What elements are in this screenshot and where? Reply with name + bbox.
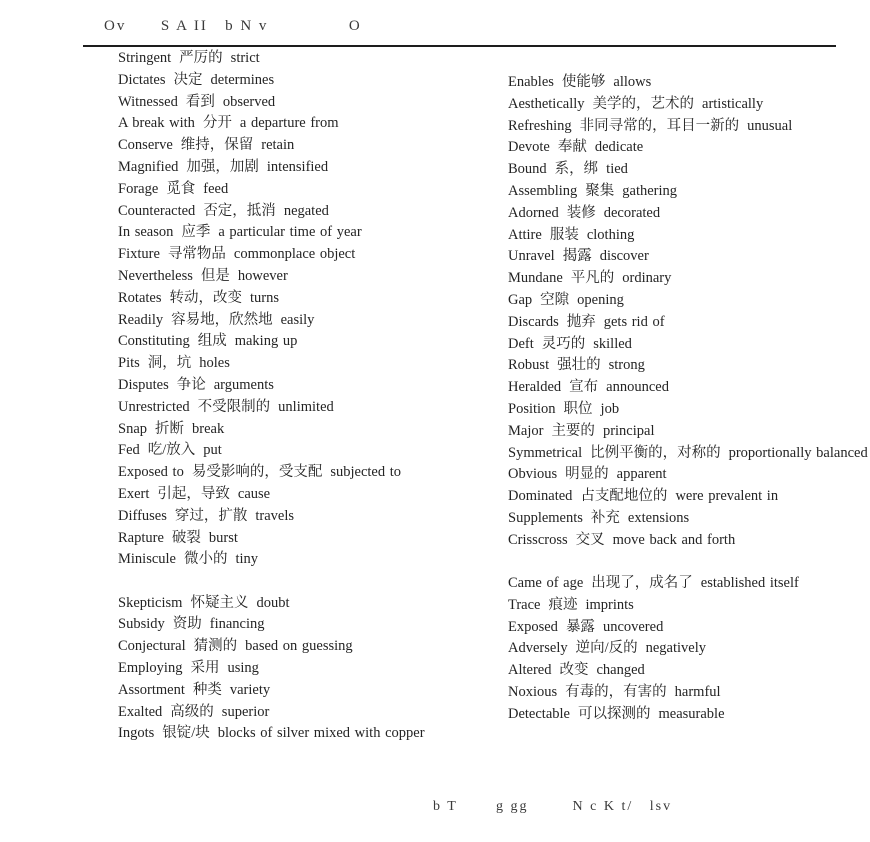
vocab-entry bbox=[80, 312, 468, 329]
entry-gloss: artistically bbox=[702, 95, 764, 112]
vocab-entry bbox=[80, 464, 468, 481]
entry-gloss: travels bbox=[255, 507, 295, 524]
entry-word: Forage bbox=[118, 180, 159, 197]
vocab-entry bbox=[470, 248, 868, 265]
entry-chinese: 严厉的 bbox=[179, 50, 223, 66]
entry-gloss: measurable bbox=[658, 705, 725, 722]
entry-gloss: discover bbox=[599, 248, 649, 265]
entry-gloss: ordinary bbox=[622, 270, 672, 287]
entry-word: Assembling bbox=[508, 182, 578, 199]
vocab-entry bbox=[80, 115, 468, 132]
vocab-entry bbox=[470, 227, 868, 244]
entry-chinese: 容易地，欣然地 bbox=[171, 311, 273, 328]
entry-word: Position bbox=[508, 400, 556, 417]
vocab-entry bbox=[80, 290, 468, 307]
entry-word: Exposed to bbox=[118, 464, 184, 481]
entry-gloss: burst bbox=[208, 529, 238, 546]
entry-word: Gap bbox=[508, 291, 533, 308]
entry-chinese: 吃/放入 bbox=[147, 442, 196, 459]
entry-chinese: 强壮的 bbox=[557, 357, 601, 374]
vocab-entry bbox=[470, 314, 868, 331]
entry-chinese: 比例平衡的，对称的 bbox=[590, 444, 721, 461]
entry-word: Dictates bbox=[118, 71, 166, 88]
entry-chinese: 可以探测的 bbox=[578, 705, 651, 722]
entry-chinese: 空隙 bbox=[540, 291, 570, 308]
entry-word: Unrestricted bbox=[118, 398, 190, 415]
entry-gloss: dedicate bbox=[594, 139, 644, 156]
entry-word: Ingots bbox=[118, 725, 155, 742]
vocab-entry bbox=[470, 379, 868, 396]
vocab-entry bbox=[80, 551, 468, 568]
vocab-entry bbox=[470, 96, 868, 113]
vocab-entry bbox=[470, 510, 868, 527]
vocab-entry bbox=[470, 706, 868, 723]
entry-word: Exalted bbox=[118, 703, 163, 720]
entry-chinese: 美学的，艺术的 bbox=[592, 95, 695, 112]
entry-word: Disputes bbox=[118, 376, 169, 393]
entry-chinese: 职位 bbox=[563, 400, 593, 417]
entry-chinese: 应季 bbox=[181, 224, 211, 241]
entry-chinese: 易受影响的，受支配 bbox=[191, 464, 323, 481]
vocab-entry bbox=[80, 355, 468, 372]
entry-gloss: imprints bbox=[585, 596, 634, 613]
entry-word: Rotates bbox=[118, 289, 162, 306]
entry-chinese: 高级的 bbox=[170, 703, 214, 720]
entry-word: Crisscross bbox=[508, 531, 568, 548]
vocab-entry bbox=[470, 466, 868, 483]
vocab-columns bbox=[80, 50, 870, 747]
entry-word: Obvious bbox=[508, 466, 558, 483]
entry-gloss: break bbox=[192, 420, 225, 437]
entry-chinese: 揭露 bbox=[562, 248, 592, 265]
entry-chinese: 占支配地位的 bbox=[580, 488, 668, 505]
entry-word: Readily bbox=[118, 311, 164, 328]
entry-chinese: 资助 bbox=[172, 616, 202, 633]
entry-word: Magnified bbox=[118, 158, 179, 175]
entry-chinese: 使能够 bbox=[561, 74, 606, 90]
vocab-entry bbox=[80, 704, 468, 721]
entry-word: Deft bbox=[508, 335, 534, 352]
entry-word: Adversely bbox=[508, 640, 568, 657]
entry-word: Miniscule bbox=[118, 551, 176, 568]
entry-chinese: 奉献 bbox=[557, 139, 587, 156]
entry-chinese: 引起，导致 bbox=[157, 485, 230, 502]
entry-chinese: 组成 bbox=[197, 333, 227, 350]
entry-word: Subsidy bbox=[118, 616, 165, 633]
entry-word: Dominated bbox=[508, 488, 573, 505]
vocab-entry bbox=[80, 224, 468, 241]
entry-gloss: changed bbox=[596, 662, 645, 679]
entry-chinese: 猜测的 bbox=[193, 638, 238, 655]
entry-chinese: 折断 bbox=[155, 420, 184, 437]
entry-word: Supplements bbox=[508, 509, 583, 526]
entry-gloss: observed bbox=[222, 93, 276, 110]
vocab-entry bbox=[470, 401, 868, 418]
entry-word: Enables bbox=[508, 74, 554, 90]
entry-chinese: 否定，抵消 bbox=[203, 202, 276, 219]
vocab-entry bbox=[470, 205, 868, 222]
vocab-entry bbox=[470, 183, 868, 200]
entry-gloss: negatively bbox=[645, 640, 707, 657]
entry-gloss: gathering bbox=[622, 182, 678, 199]
entry-gloss: put bbox=[203, 442, 222, 459]
entry-gloss: move back and forth bbox=[612, 531, 736, 548]
entry-chinese: 暴露 bbox=[565, 618, 595, 635]
entry-gloss: gets rid of bbox=[603, 313, 665, 330]
vocab-entry bbox=[80, 638, 468, 655]
entry-chinese: 抛弃 bbox=[566, 313, 596, 330]
vocab-entry bbox=[470, 532, 868, 549]
entry-chinese: 明显的 bbox=[565, 466, 609, 483]
vocab-entry bbox=[80, 442, 468, 459]
entry-gloss: doubt bbox=[256, 594, 290, 611]
vocab-entry bbox=[80, 486, 468, 503]
entry-chinese: 主要的 bbox=[551, 422, 595, 439]
entry-gloss: established itself bbox=[700, 574, 799, 591]
entry-gloss: allows bbox=[613, 74, 652, 90]
entry-chinese: 逆向/反的 bbox=[575, 640, 638, 657]
entry-chinese: 采用 bbox=[190, 659, 220, 676]
vocab-entry bbox=[80, 725, 468, 742]
vocab-entry bbox=[80, 399, 468, 416]
entry-gloss: intensified bbox=[266, 158, 329, 175]
vocab-entry bbox=[470, 357, 868, 374]
entry-word: Fixture bbox=[118, 246, 160, 263]
right-column bbox=[470, 50, 868, 747]
entry-gloss: tied bbox=[606, 161, 628, 178]
entry-chinese: 有毒的，有害的 bbox=[565, 683, 667, 700]
entry-gloss: a departure from bbox=[239, 115, 339, 132]
vocab-entry bbox=[470, 139, 868, 156]
entry-word: Pits bbox=[118, 355, 140, 372]
entry-word: Skepticism bbox=[118, 594, 183, 611]
vocab-entry bbox=[80, 246, 468, 263]
vocab-entry bbox=[80, 530, 468, 547]
vocab-entry bbox=[80, 682, 468, 699]
vocab-entry bbox=[470, 662, 868, 679]
entry-chinese: 痕迹 bbox=[548, 596, 578, 613]
entry-chinese: 穿过，扩散 bbox=[174, 507, 248, 524]
entry-word: Attire bbox=[508, 226, 542, 243]
entry-word: Came of age bbox=[508, 574, 584, 591]
entry-gloss: superior bbox=[221, 703, 270, 720]
entry-word: Heralded bbox=[508, 379, 562, 396]
entry-gloss: harmful bbox=[674, 683, 721, 700]
vocab-entry bbox=[470, 74, 868, 91]
entry-chinese: 洞，坑 bbox=[147, 355, 192, 372]
entry-word: Diffuses bbox=[118, 507, 167, 524]
vocab-entry bbox=[80, 377, 468, 394]
entry-gloss: strict bbox=[230, 50, 260, 66]
entry-word: Bound bbox=[508, 161, 547, 178]
entry-gloss: arguments bbox=[213, 376, 274, 393]
entry-word: Constituting bbox=[118, 333, 190, 350]
entry-gloss: feed bbox=[203, 180, 229, 197]
vocab-entry bbox=[470, 684, 868, 701]
entry-gloss: uncovered bbox=[602, 618, 664, 635]
entry-word: Fed bbox=[118, 442, 140, 459]
vocab-entry bbox=[470, 118, 868, 135]
entry-word: Mundane bbox=[508, 270, 563, 287]
entry-gloss: decorated bbox=[603, 204, 661, 221]
entry-gloss: a particular time of year bbox=[218, 224, 362, 241]
entry-gloss: apparent bbox=[616, 466, 667, 483]
entry-gloss: however bbox=[237, 267, 288, 284]
entry-gloss: easily bbox=[280, 311, 315, 328]
entry-word: A break with bbox=[118, 115, 195, 132]
entry-gloss: principal bbox=[602, 422, 655, 439]
entry-word: Aesthetically bbox=[508, 95, 585, 112]
entry-word: Discards bbox=[508, 313, 559, 330]
page-footer-text: b T g gg N c K t/ lsv bbox=[433, 799, 673, 814]
entry-word: Adorned bbox=[508, 204, 559, 221]
entry-chinese: 系，绑 bbox=[554, 161, 599, 178]
entry-gloss: determines bbox=[210, 71, 275, 88]
entry-gloss: holes bbox=[199, 355, 230, 372]
entry-word: Trace bbox=[508, 596, 541, 613]
entry-gloss: unlimited bbox=[278, 398, 334, 415]
entry-chinese: 加强，加剧 bbox=[186, 158, 259, 175]
entry-word: Assortment bbox=[118, 681, 185, 698]
vocab-entry bbox=[470, 445, 868, 462]
entry-word: Counteracted bbox=[118, 202, 196, 219]
entry-word: Stringent bbox=[118, 50, 172, 66]
entry-gloss: turns bbox=[250, 289, 279, 306]
entry-gloss: subjected to bbox=[330, 464, 402, 481]
vocab-entry bbox=[80, 94, 468, 111]
entry-word: In season bbox=[118, 224, 174, 241]
entry-gloss: variety bbox=[229, 681, 271, 698]
entry-chinese: 平凡的 bbox=[570, 270, 615, 287]
vocab-entry bbox=[470, 336, 868, 353]
page-header-text: Ov S A II b N v O bbox=[104, 18, 362, 34]
vocab-entry bbox=[80, 508, 468, 525]
entry-chinese: 转动，改变 bbox=[169, 289, 242, 306]
vocab-entry bbox=[470, 619, 868, 636]
entry-chinese: 但是 bbox=[200, 267, 230, 284]
entry-chinese: 补充 bbox=[590, 509, 620, 526]
vocab-entry bbox=[80, 181, 468, 198]
vocab-entry bbox=[80, 333, 468, 350]
entry-gloss: tiny bbox=[235, 551, 259, 568]
vocab-entry bbox=[80, 595, 468, 612]
entry-word: Exposed bbox=[508, 618, 558, 635]
entry-gloss: strong bbox=[608, 357, 645, 374]
entry-word: Altered bbox=[508, 662, 552, 679]
vocab-entry bbox=[470, 161, 868, 178]
entry-gloss: clothing bbox=[586, 226, 635, 243]
entry-word: Conjectural bbox=[118, 638, 186, 655]
entry-word: Snap bbox=[118, 420, 147, 437]
entry-gloss: financing bbox=[209, 616, 265, 633]
entry-chinese: 觅食 bbox=[166, 180, 196, 197]
entry-word: Devote bbox=[508, 139, 550, 156]
vocab-entry bbox=[470, 640, 868, 657]
entry-gloss: negated bbox=[283, 202, 329, 219]
vocab-entry bbox=[80, 203, 468, 220]
entry-gloss: were prevalent in bbox=[675, 488, 779, 505]
entry-word: Rapture bbox=[118, 529, 164, 546]
entry-chinese: 交叉 bbox=[575, 531, 605, 548]
vocab-entry bbox=[80, 616, 468, 633]
vocab-entry bbox=[80, 421, 468, 438]
entry-gloss: announced bbox=[606, 379, 669, 396]
header-divider-line bbox=[83, 45, 836, 47]
entry-chinese: 怀疑主义 bbox=[190, 594, 249, 611]
entry-chinese: 宣布 bbox=[569, 379, 599, 396]
entry-word: Witnessed bbox=[118, 93, 178, 110]
entry-gloss: unusual bbox=[747, 117, 793, 134]
entry-chinese: 维持，保留 bbox=[180, 137, 254, 154]
entry-word: Conserve bbox=[118, 137, 173, 154]
entry-chinese: 寻常物品 bbox=[167, 246, 226, 263]
entry-word: Refreshing bbox=[508, 117, 572, 134]
entry-chinese: 银锭/块 bbox=[162, 725, 210, 742]
entry-word: Symmetrical bbox=[508, 444, 583, 461]
entry-gloss: skilled bbox=[593, 335, 632, 352]
entry-chinese: 非同寻常的，耳目一新的 bbox=[579, 117, 740, 134]
entry-chinese: 争论 bbox=[176, 376, 206, 393]
entry-gloss: using bbox=[227, 659, 259, 676]
entry-gloss: cause bbox=[237, 485, 271, 502]
entry-gloss: blocks of silver mixed with copper bbox=[217, 725, 425, 742]
vocab-entry bbox=[80, 660, 468, 677]
entry-chinese: 不受限制的 bbox=[197, 398, 271, 415]
entry-word: Robust bbox=[508, 357, 550, 374]
entry-word: Noxious bbox=[508, 683, 558, 700]
entry-chinese: 分开 bbox=[202, 115, 232, 132]
entry-gloss: opening bbox=[577, 291, 624, 308]
entry-chinese: 微小的 bbox=[184, 551, 228, 568]
entry-word: Employing bbox=[118, 659, 183, 676]
vocab-entry bbox=[470, 270, 868, 287]
entry-gloss: based on guessing bbox=[245, 638, 353, 655]
entry-chinese: 决定 bbox=[173, 71, 203, 88]
left-column bbox=[80, 50, 470, 747]
vocab-entry bbox=[470, 423, 868, 440]
vocab-entry bbox=[80, 268, 468, 285]
vocab-entry bbox=[470, 597, 868, 614]
vocab-entry bbox=[470, 292, 868, 309]
entry-gloss: proportionally balanced bbox=[728, 444, 868, 461]
entry-chinese: 聚集 bbox=[585, 182, 615, 199]
vocab-entry bbox=[80, 137, 468, 154]
entry-chinese: 种类 bbox=[192, 681, 222, 698]
vocab-entry bbox=[80, 50, 468, 67]
entry-word: Unravel bbox=[508, 248, 555, 265]
entry-word: Exert bbox=[118, 485, 150, 502]
entry-chinese: 装修 bbox=[566, 204, 596, 221]
entry-chinese: 灵巧的 bbox=[541, 335, 586, 352]
entry-chinese: 服装 bbox=[549, 226, 579, 243]
vocab-entry bbox=[470, 575, 868, 592]
entry-gloss: job bbox=[600, 400, 620, 417]
vocab-entry bbox=[470, 488, 868, 505]
entry-gloss: retain bbox=[261, 137, 295, 154]
entry-gloss: making up bbox=[234, 333, 298, 350]
vocab-entry bbox=[80, 72, 468, 89]
entry-word: Detectable bbox=[508, 705, 570, 722]
vocab-entry bbox=[80, 159, 468, 176]
entry-chinese: 破裂 bbox=[171, 529, 201, 546]
entry-word: Major bbox=[508, 422, 544, 439]
entry-chinese: 看到 bbox=[185, 93, 215, 110]
entry-word: Nevertheless bbox=[118, 267, 193, 284]
entry-gloss: commonplace object bbox=[233, 246, 356, 263]
entry-chinese: 改变 bbox=[559, 662, 589, 679]
entry-chinese: 出现了，成名了 bbox=[591, 574, 693, 591]
entry-gloss: extensions bbox=[627, 509, 690, 526]
